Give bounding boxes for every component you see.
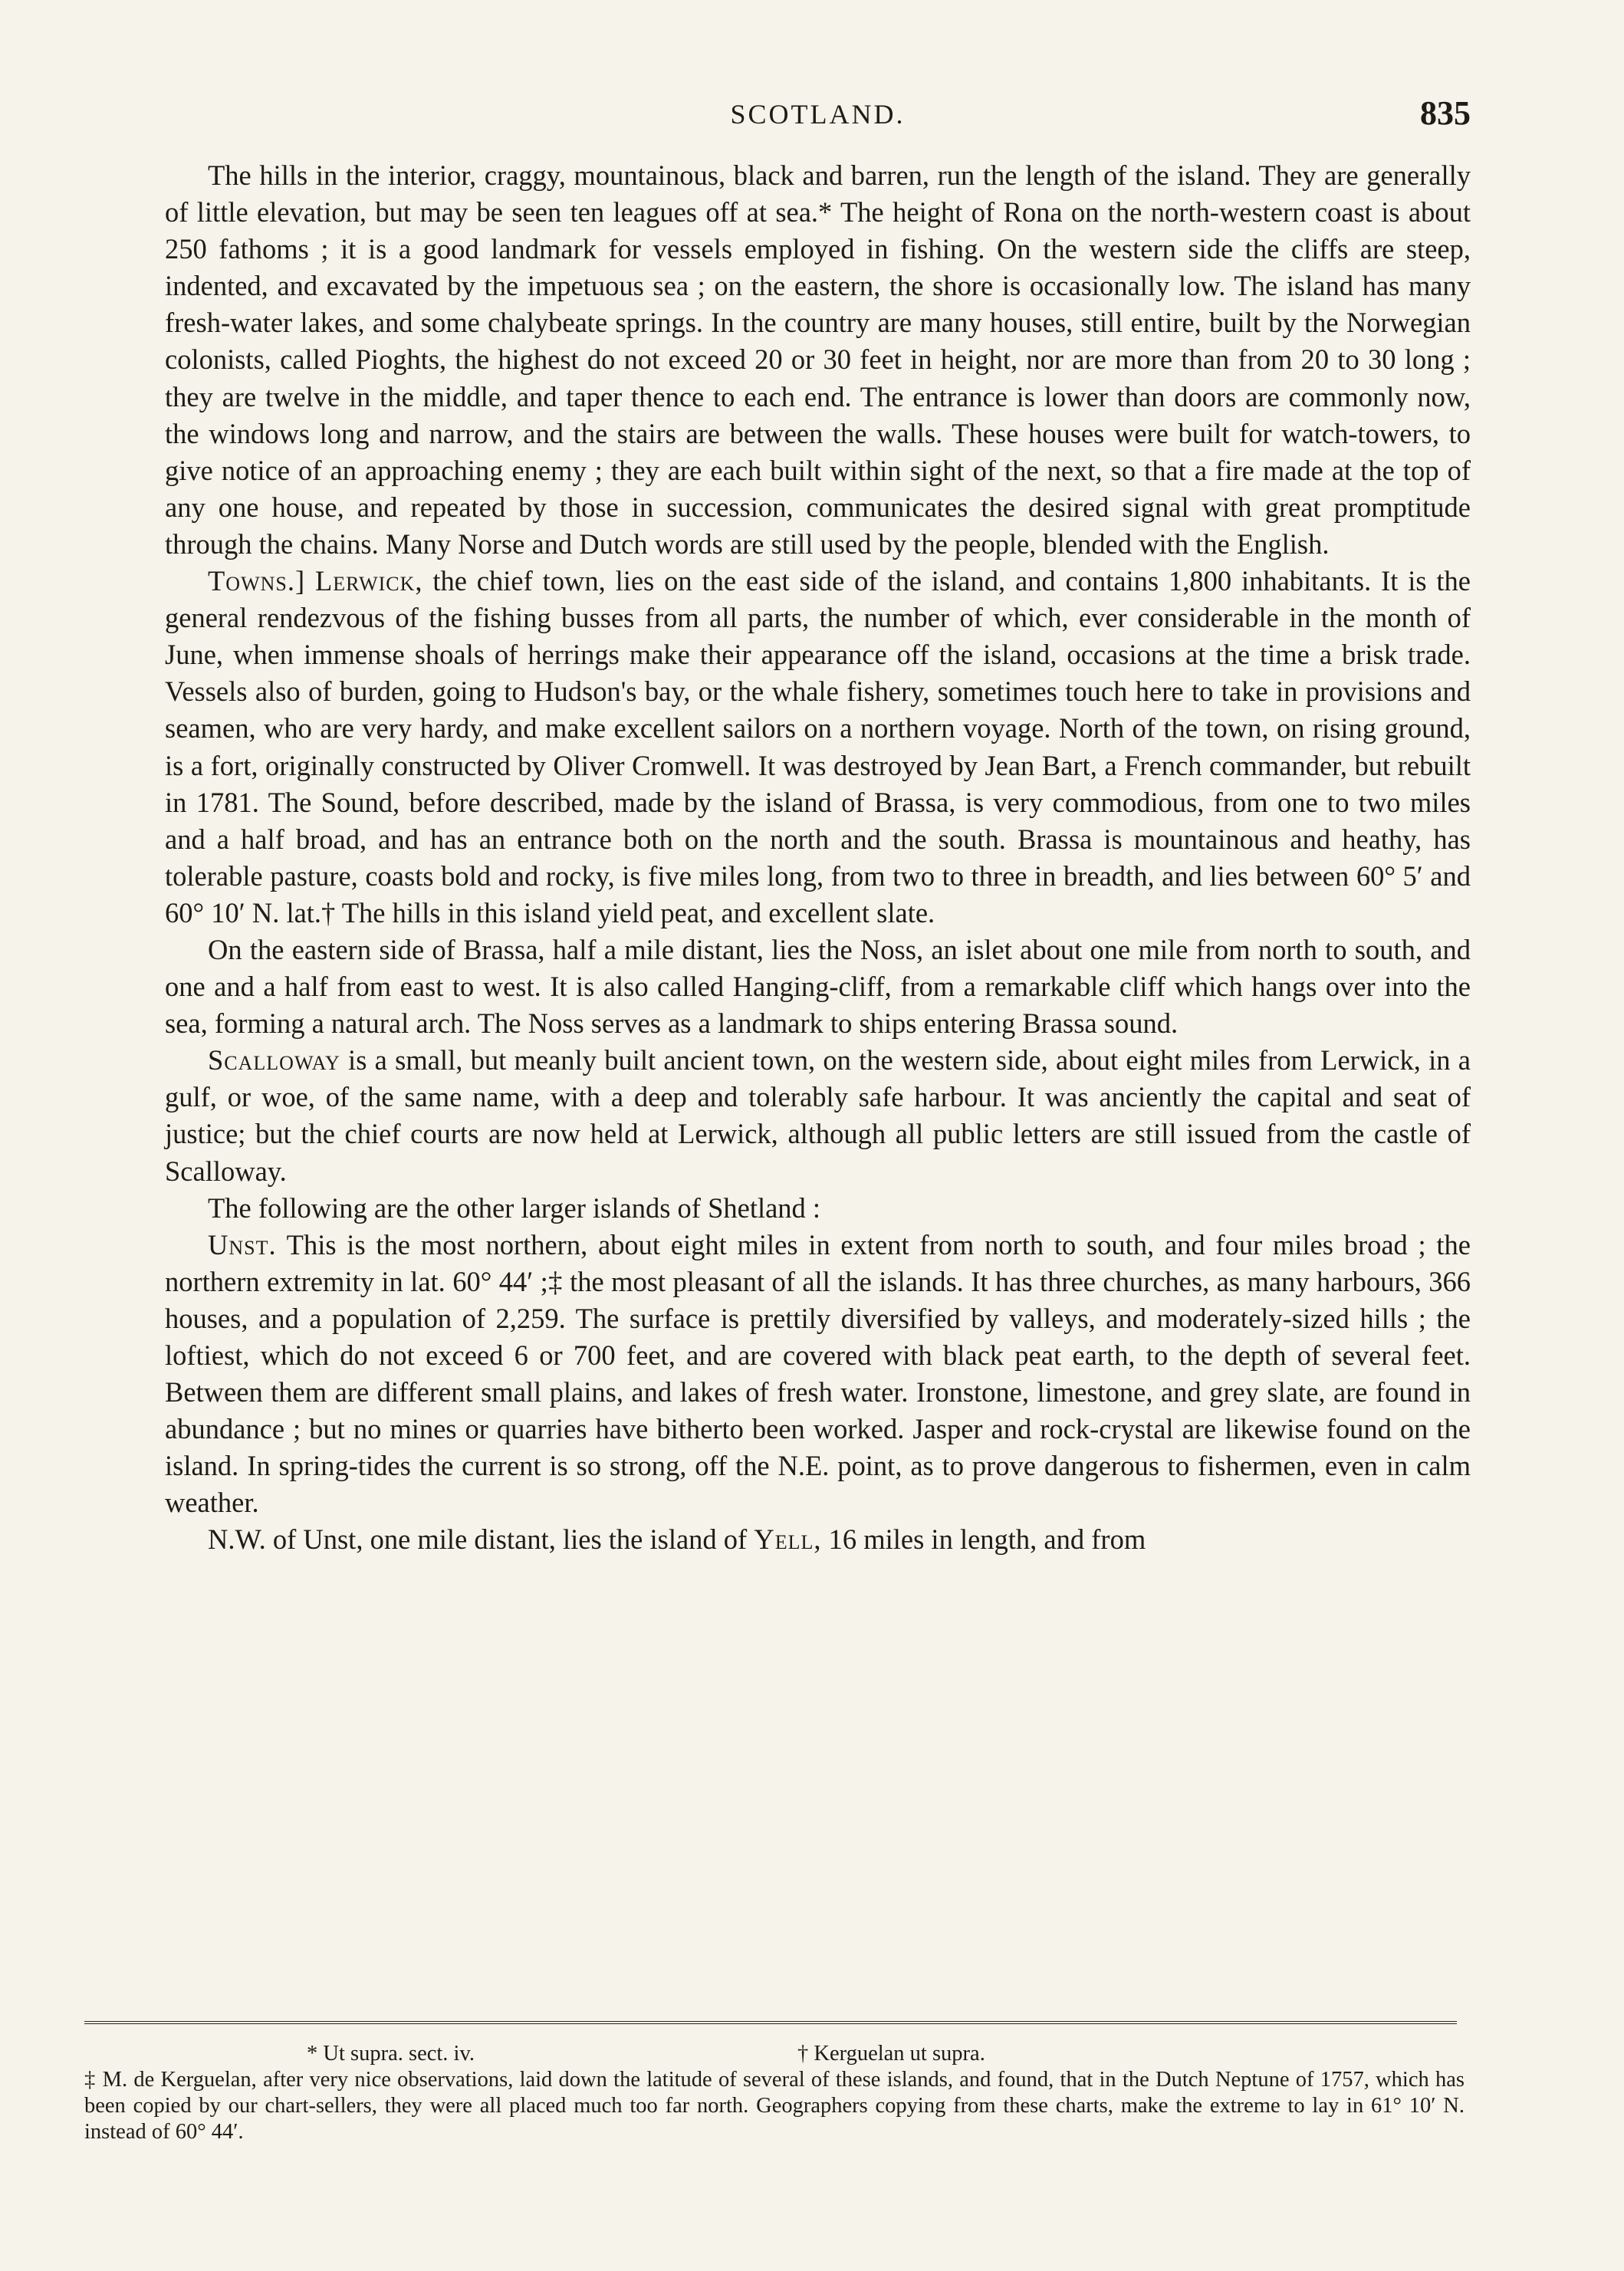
paragraph-scalloway-text: is a small, but meanly built ancient town, on the western side, about eight miles from Lerwick, in a gulf, or woe, of the same name, with a deep and tolerably safe harbour. It was anciently the capital and seat of justice; but the chief courts are now held at Lerwick, although all public letters are still issued from the castle of Scalloway. (165, 1044, 1471, 1187)
footnote-rule (84, 2021, 1457, 2024)
footnote-row-1 (84, 2041, 1465, 2067)
place-name-yell: Yell, (754, 1523, 822, 1556)
place-name-scalloway: Scalloway (208, 1044, 340, 1076)
place-name-unst: Unst. (208, 1228, 277, 1260)
paragraph-noss: On the eastern side of Brassa, half a mile distant, lies the Noss, an islet about one mile from north to south, and one and a half from east to west. It is also called Hanging-cliff, from a remarkable cliff which hangs over into the sea, forming a natural arch. The Noss serves as a landmark to ships entering Brassa sound. (165, 933, 1471, 1040)
body-text (165, 157, 1471, 1559)
footnote-2: † Kerguelan ut supra. (797, 2042, 985, 2066)
footnote-3: ‡ M. de Kerguelan, after very nice observations, laid down the latitude of several of these islands, and found, that in the Dutch Neptune of 1757, which has been copied by our chart-sellers, they were all placed much too far north. Geographers copying from these charts, make the extreme to lay in 61° 10′ N. instead of 60° 44′. (84, 2068, 1465, 2144)
paragraph-yell-end: 16 miles in length, and from (821, 1523, 1146, 1556)
page-header (165, 94, 1471, 144)
footnote-1: * Ut supra. sect. iv. (307, 2042, 475, 2066)
paragraph-towns-text: the chief town, lies on the east side of the island, and contains 1,800 inhabitants. It is the general rendezvous of the fishing busses from all parts, the number of which, ever considerable in the month of June, when immense shoals of herrings make their appearance off the island, occasions at the time a brisk trade. Vessels also of burden, going to Hudson's bay, or the whale fishery, sometimes touch here to take in provisions and seamen, who are very hardy, and make excellent sailors on a northern voyage. North of the town, on rising ground, is a fort, originally constructed by Oliver Cromwell. It was destroyed by Jean Bart, a French commander, but rebuilt in 1781. The Sound, before described, made by the island of Brassa, is very commodious, from one to two miles and a half broad, and has an entrance both on the north and the south. Brassa is mountainous and heathy, has tolerable pasture, coasts bold and rocky, is five miles long, from two to three in breadth, and lies between 60° 5′ and 60° 10′ N. lat.† The hills in this island yield peat, and excellent slate. (165, 565, 1471, 928)
paragraph-towns (165, 563, 1471, 932)
paragraph-unst-text: This is the most northern, about eight miles in extent from north to south, and four miles broad ; the northern extremity in lat. 60° 44′ ;‡ the most pleasant of all the islands. It has three churches, as many harbours, 366 houses, and a population of 2,259. The surface is prettily diversified by valleys, and moderately-sized hills ; the loftiest, which do not exceed 6 or 700 feet, and are covered with black peat earth, to the depth of several feet. Between them are different small plains, and lakes of fresh water. Ironstone, limestone, and grey slate, are found in abundance ; but no mines or quarries have bitherto been worked. Jasper and rock-crystal are likewise found on the island. In spring-tides the current is so strong, off the N.E. point, as to prove dangerous to fishermen, even in calm weather. (165, 1228, 1471, 1519)
side-heading-towns: Towns.] (208, 565, 306, 597)
paragraph-scalloway (165, 1042, 1471, 1189)
paragraph-unst (165, 1227, 1471, 1522)
running-head: SCOTLAND. (730, 99, 906, 130)
page-number: 835 (1420, 94, 1471, 132)
footnotes (84, 2041, 1465, 2145)
paragraph-following: The following are the other larger islands of Shetland : (208, 1191, 821, 1224)
paragraph-hills: The hills in the interior, craggy, mountainous, black and barren, run the length of the island. They are generally of little elevation, but may be seen ten leagues off at sea.* The height of Rona on the north-western coast is about 250 fathoms ; it is a good landmark for vessels employed in fishing. On the western side the cliffs are steep, indented, and excavated by the impetuous sea ; on the eastern, the shore is occasionally low. The island has many fresh-water lakes, and some chalybeate springs. In the country are many houses, still entire, built by the Norwegian colonists, called Pioghts, the highest do not exceed 20 or 30 feet in height, nor are more than from 20 to 30 long ; they are twelve in the middle, and taper thence to each end. The entrance is lower than doors are commonly now, the windows long and narrow, and the stairs are between the walls. These houses were built for watch-towers, to give notice of an approaching enemy ; they are each built within sight of the next, so that a fire made at the top of any one house, and repeated by those in succession, communicates the desired signal with great promptitude through the chains. Many Norse and Dutch words are still used by the people, blended with the English. (165, 159, 1471, 560)
place-name-lerwick: Lerwick, (315, 565, 423, 597)
paragraph-yell (165, 1521, 1471, 1558)
paragraph-yell-start: N.W. of Unst, one mile distant, lies the island of (208, 1523, 754, 1556)
